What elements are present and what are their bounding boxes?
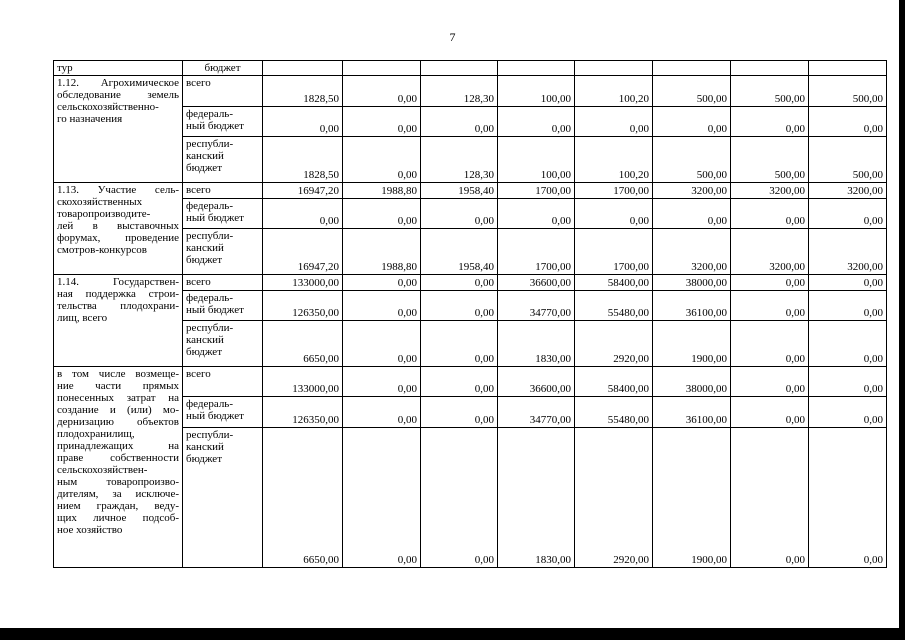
table-row — [54, 367, 887, 397]
budget-type-cell — [183, 229, 263, 275]
value-cell: 0,00 — [809, 275, 887, 291]
budget-type-line: всего — [186, 368, 211, 380]
header-cell-empty — [809, 61, 887, 76]
value-cell: 1700,00 — [575, 229, 653, 275]
description-line: лей в выставочных — [57, 220, 179, 232]
value-cell: 0,00 — [575, 107, 653, 137]
description-line: смотров-конкурсов — [57, 244, 147, 256]
value-cell: 0,00 — [343, 367, 421, 397]
value-cell: 100,00 — [498, 76, 575, 107]
budget-table — [53, 60, 887, 568]
value-cell: 3200,00 — [731, 229, 809, 275]
value-cell: 500,00 — [653, 137, 731, 183]
value-cell: 0,00 — [731, 428, 809, 568]
description-line: ным товаропроизво- — [57, 476, 179, 488]
budget-type-line: канский — [186, 242, 224, 254]
description-line: скохозяйственных — [57, 196, 143, 208]
value-cell: 1988,80 — [343, 229, 421, 275]
budget-type-line: бюджет — [186, 346, 222, 358]
value-cell: 2920,00 — [575, 321, 653, 367]
header-cell-empty — [343, 61, 421, 76]
value-cell: 58400,00 — [575, 367, 653, 397]
description-line: го назначения — [57, 113, 123, 125]
value-cell: 0,00 — [809, 199, 887, 229]
budget-type-line: республи- — [186, 429, 234, 441]
header-cell-description: тур — [54, 61, 183, 76]
budget-type-cell — [183, 321, 263, 367]
value-cell: 0,00 — [343, 428, 421, 568]
value-cell: 0,00 — [421, 397, 498, 428]
value-cell: 0,00 — [809, 321, 887, 367]
value-cell: 0,00 — [343, 275, 421, 291]
value-cell: 36600,00 — [498, 367, 575, 397]
value-cell: 1700,00 — [498, 183, 575, 199]
value-cell: 1830,00 — [498, 321, 575, 367]
budget-type-line: республи- — [186, 322, 234, 334]
value-cell: 1958,40 — [421, 229, 498, 275]
value-cell: 38000,00 — [653, 275, 731, 291]
value-cell: 3200,00 — [731, 183, 809, 199]
value-cell: 3200,00 — [653, 229, 731, 275]
value-cell: 0,00 — [731, 367, 809, 397]
table-row — [54, 275, 887, 291]
budget-type-line: всего — [186, 77, 211, 89]
value-cell: 1700,00 — [575, 183, 653, 199]
row-description — [54, 76, 183, 183]
value-cell: 0,00 — [731, 291, 809, 321]
header-row — [54, 61, 887, 76]
budget-type-cell — [183, 291, 263, 321]
value-cell: 133000,00 — [263, 367, 343, 397]
description-line: тельства плодохрани- — [57, 300, 179, 312]
description-line: ная поддержка строи- — [57, 288, 179, 300]
value-cell: 0,00 — [653, 107, 731, 137]
description-line: понесенных затрат на — [57, 392, 179, 404]
budget-type-cell — [183, 137, 263, 183]
header-cell-empty — [731, 61, 809, 76]
value-cell: 1830,00 — [498, 428, 575, 568]
value-cell: 0,00 — [809, 428, 887, 568]
budget-type-line: канский — [186, 150, 224, 162]
header-cell-empty — [653, 61, 731, 76]
description-line: обследование земель — [57, 89, 179, 101]
value-cell: 126350,00 — [263, 291, 343, 321]
budget-type-line: федераль- — [186, 292, 233, 304]
description-line: праве собственности — [57, 452, 179, 464]
value-cell: 0,00 — [421, 107, 498, 137]
value-cell: 500,00 — [809, 76, 887, 107]
description-line: сельскохозяйственно- — [57, 101, 159, 113]
value-cell: 3200,00 — [653, 183, 731, 199]
value-cell: 0,00 — [343, 137, 421, 183]
value-cell: 0,00 — [575, 199, 653, 229]
budget-type-line: бюджет — [186, 162, 222, 174]
value-cell: 500,00 — [653, 76, 731, 107]
value-cell: 3200,00 — [809, 229, 887, 275]
value-cell: 0,00 — [421, 428, 498, 568]
budget-type-line: бюджет — [186, 254, 222, 266]
description-line: товаропроизводите- — [57, 208, 151, 220]
row-description — [54, 367, 183, 568]
value-cell: 55480,00 — [575, 291, 653, 321]
description-line: дителям, за исключе- — [57, 488, 179, 500]
description-line: форумах, проведение — [57, 232, 179, 244]
value-cell: 3200,00 — [809, 183, 887, 199]
header-cell-budget: бюджет — [183, 61, 263, 76]
value-cell: 6650,00 — [263, 321, 343, 367]
table-row — [54, 183, 887, 199]
value-cell: 0,00 — [343, 397, 421, 428]
value-cell: 36100,00 — [653, 291, 731, 321]
description-line: 1.12. Агрохимическое — [57, 77, 179, 89]
scan-edge-bottom — [0, 628, 905, 640]
value-cell: 100,00 — [498, 137, 575, 183]
value-cell: 133000,00 — [263, 275, 343, 291]
budget-type-line: бюджет — [186, 453, 222, 465]
value-cell: 0,00 — [421, 367, 498, 397]
header-cell-empty — [263, 61, 343, 76]
value-cell: 0,00 — [809, 397, 887, 428]
description-line: 1.14. Государствен- — [57, 276, 179, 288]
table-row — [54, 76, 887, 107]
budget-type-line: канский — [186, 334, 224, 346]
value-cell: 500,00 — [731, 137, 809, 183]
header-cell-empty — [575, 61, 653, 76]
description-line: ное хозяйство — [57, 524, 123, 536]
value-cell: 0,00 — [809, 291, 887, 321]
value-cell: 0,00 — [809, 367, 887, 397]
description-line: сельскохозяйствен- — [57, 464, 148, 476]
value-cell: 1900,00 — [653, 321, 731, 367]
description-line: нием граждан, веду- — [57, 500, 179, 512]
value-cell: 16947,20 — [263, 183, 343, 199]
value-cell: 0,00 — [498, 107, 575, 137]
page-number: 7 — [449, 30, 456, 44]
value-cell: 0,00 — [809, 107, 887, 137]
value-cell: 0,00 — [653, 199, 731, 229]
value-cell: 1988,80 — [343, 183, 421, 199]
budget-type-line: всего — [186, 184, 211, 196]
value-cell: 0,00 — [731, 321, 809, 367]
budget-type-line: республи- — [186, 138, 234, 150]
budget-type-line: федераль- — [186, 200, 233, 212]
value-cell: 100,20 — [575, 76, 653, 107]
description-line: лищ, всего — [57, 312, 108, 324]
budget-type-cell — [183, 275, 263, 291]
description-line: дернизацию объектов — [57, 416, 179, 428]
description-line: создание и (или) мо- — [57, 404, 179, 416]
value-cell: 0,00 — [343, 199, 421, 229]
value-cell: 0,00 — [343, 107, 421, 137]
description-line: в том числе возмеще- — [57, 368, 179, 380]
value-cell: 0,00 — [343, 76, 421, 107]
budget-type-cell — [183, 397, 263, 428]
value-cell: 1700,00 — [498, 229, 575, 275]
value-cell: 0,00 — [731, 275, 809, 291]
value-cell: 0,00 — [263, 107, 343, 137]
value-cell: 1828,50 — [263, 76, 343, 107]
value-cell: 0,00 — [421, 199, 498, 229]
budget-type-cell — [183, 367, 263, 397]
value-cell: 34770,00 — [498, 291, 575, 321]
value-cell: 36600,00 — [498, 275, 575, 291]
description-line: плодохранилищ, — [57, 428, 135, 440]
value-cell: 16947,20 — [263, 229, 343, 275]
value-cell: 0,00 — [731, 107, 809, 137]
budget-type-cell — [183, 428, 263, 568]
value-cell: 1958,40 — [421, 183, 498, 199]
value-cell: 34770,00 — [498, 397, 575, 428]
value-cell: 2920,00 — [575, 428, 653, 568]
value-cell: 1900,00 — [653, 428, 731, 568]
value-cell: 58400,00 — [575, 275, 653, 291]
header-cell-empty — [421, 61, 498, 76]
header-cell-empty — [498, 61, 575, 76]
value-cell: 126350,00 — [263, 397, 343, 428]
value-cell: 500,00 — [731, 76, 809, 107]
budget-type-line: федераль- — [186, 398, 233, 410]
value-cell: 55480,00 — [575, 397, 653, 428]
value-cell: 0,00 — [421, 321, 498, 367]
value-cell: 128,30 — [421, 76, 498, 107]
description-line: ние части прямых — [57, 380, 179, 392]
row-description — [54, 183, 183, 275]
budget-type-line: канский — [186, 441, 224, 453]
budget-type-cell — [183, 183, 263, 199]
value-cell: 100,20 — [575, 137, 653, 183]
value-cell: 0,00 — [421, 291, 498, 321]
value-cell: 36100,00 — [653, 397, 731, 428]
budget-type-line: ный бюджет — [186, 410, 244, 422]
description-line: щих личное подсоб- — [57, 512, 179, 524]
budget-type-line: ный бюджет — [186, 212, 244, 224]
budget-type-line: федераль- — [186, 108, 233, 120]
budget-type-line: ный бюджет — [186, 304, 244, 316]
value-cell: 0,00 — [498, 199, 575, 229]
budget-type-line: республи- — [186, 230, 234, 242]
description-line: 1.13. Участие сель- — [57, 184, 179, 196]
row-description — [54, 275, 183, 367]
value-cell: 0,00 — [731, 397, 809, 428]
budget-type-cell — [183, 76, 263, 107]
value-cell: 0,00 — [421, 275, 498, 291]
description-line: принадлежащих на — [57, 440, 179, 452]
value-cell: 38000,00 — [653, 367, 731, 397]
budget-type-cell — [183, 199, 263, 229]
value-cell: 128,30 — [421, 137, 498, 183]
budget-type-line: ный бюджет — [186, 120, 244, 132]
value-cell: 500,00 — [809, 137, 887, 183]
value-cell: 0,00 — [343, 291, 421, 321]
value-cell: 1828,50 — [263, 137, 343, 183]
value-cell: 0,00 — [343, 321, 421, 367]
value-cell: 0,00 — [263, 199, 343, 229]
value-cell: 6650,00 — [263, 428, 343, 568]
budget-type-line: всего — [186, 276, 211, 288]
budget-type-cell — [183, 107, 263, 137]
scan-edge-right — [899, 0, 905, 640]
value-cell: 0,00 — [731, 199, 809, 229]
